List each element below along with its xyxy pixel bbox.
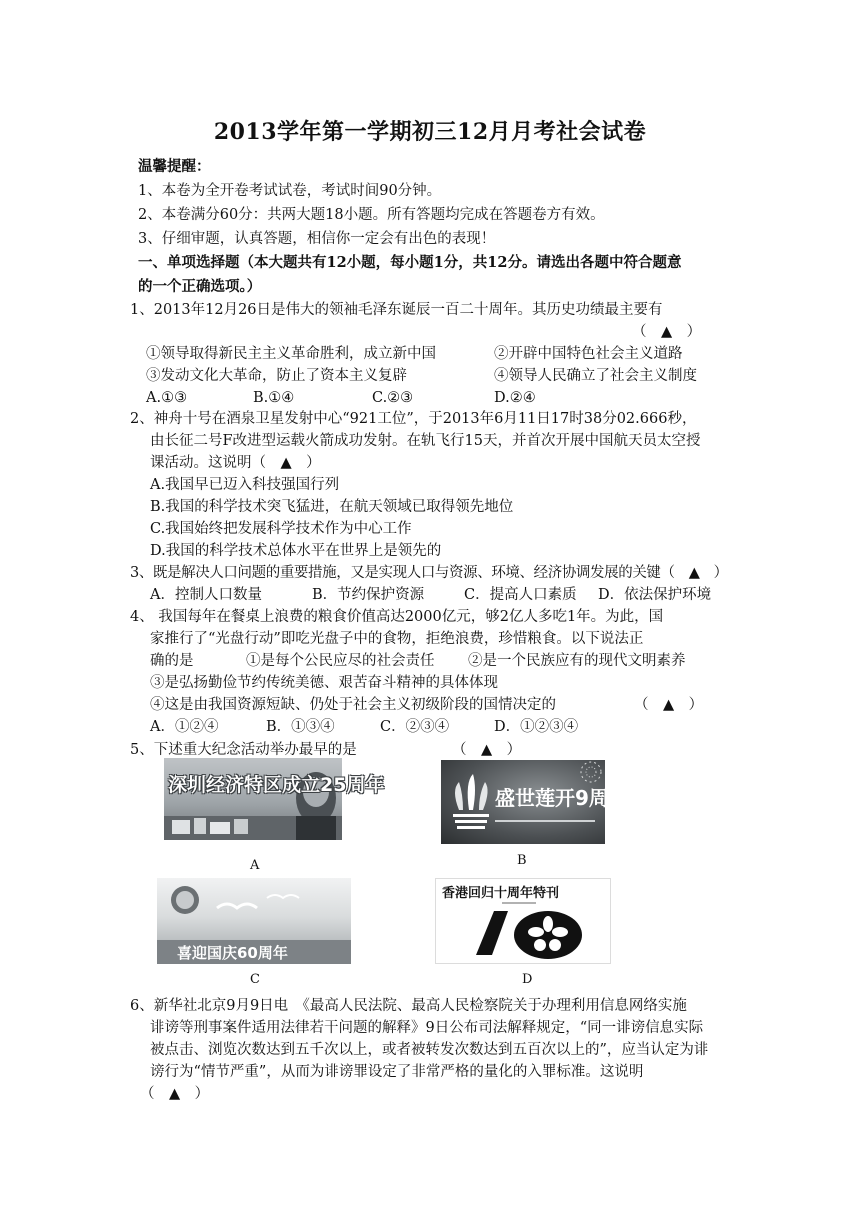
reminder-item: 2、本卷满分60分：共两大题18小题。所有答题均完成在答题卷方有效。 [138, 207, 605, 223]
option-b: B．①③④ [266, 719, 335, 735]
question-1-statement: ①领导取得新民主主义革命胜利，成立新中国 [146, 346, 436, 362]
section-heading: 一、单项选择题（本大题共有12小题，每小题1分，共12分。请选出各题中符合题意 [138, 254, 682, 271]
question-5-stem: 5、下述重大纪念活动举办最早的是 [130, 742, 357, 758]
image-option-b [441, 760, 629, 844]
question-2-stem: 由长征二号F改进型运载火箭成功发射。在轨飞行15天，并首次开展中国航天员太空授 [150, 433, 701, 449]
image-label-b: B [517, 853, 527, 868]
question-4-statement: ③是弘扬勤俭节约传统美德、艰苦奋斗精神的具体体现 [150, 675, 498, 691]
question-3-stem: 3、既是解决人口问题的重要措施，又是实现人口与资源、环境、经济协调发展的关键（ ▲ ） [130, 565, 728, 581]
image-b-caption-text: 盛世莲开9周年 [495, 786, 629, 810]
question-2-stem: 2、神舟十号在酒泉卫星发射中心“921工位”，于2013年6月11日17时38分02.666秒， [130, 411, 697, 427]
answer-blank: （ ▲ ） [140, 1086, 210, 1102]
question-1-statement: ③发动文化大革命，防止了资本主义复辟 [146, 368, 407, 384]
option-a: A.我国早已迈入科技强国行列 [150, 477, 340, 493]
option-a: A.①③ [146, 390, 188, 406]
option-b: B.①④ [253, 390, 295, 406]
option-c: C．②③④ [380, 719, 450, 735]
question-6-stem: 被点击、浏览次数达到五千次以上，或者被转发次数达到五百次以上的”，应当认定为诽 [150, 1042, 709, 1058]
question-1-statement: ②开辟中国特色社会主义道路 [494, 346, 683, 362]
page-title: 2013学年第一学期初三12月月考社会试卷 [213, 119, 647, 145]
option-c: C.②③ [372, 390, 414, 406]
option-a: A．控制人口数量 [150, 587, 262, 603]
option-c: C.我国始终把发展科学技术作为中心工作 [150, 521, 412, 537]
answer-blank: （ ▲ ） [634, 697, 704, 713]
question-1-statement: ④领导人民确立了社会主义制度 [494, 368, 697, 384]
image-label-c: C [250, 972, 260, 987]
option-a: A．①②④ [150, 719, 219, 735]
hk-anniversary-graphic [436, 879, 610, 963]
question-4-statement: ②是一个民族应有的现代文明素养 [468, 653, 686, 669]
reminder-item: 3、仔细审题，认真答题，相信你一定会有出色的表现！ [138, 231, 496, 247]
question-4-stem: 确的是 [150, 653, 194, 669]
question-6-stem: 6、新华社北京9月9日电 《最高人民法院、最高人民检察院关于办理利用信息网络实施 [130, 998, 687, 1014]
image-c-caption-text: 喜迎国庆60周年 [177, 944, 288, 962]
option-b: B．节约保护资源 [312, 587, 425, 603]
image-a-caption-text: 深圳经济特区成立25周年 [168, 774, 385, 796]
answer-blank: （ ▲ ） [632, 324, 702, 340]
option-d: D.我国的科学技术总体水平在世界上是领先的 [150, 543, 442, 559]
option-d: D．依法保护环境 [598, 587, 712, 603]
image-d-caption-text: 香港回归十周年特刊 [442, 886, 560, 901]
section-heading: 的一个正确选项。） [138, 278, 262, 295]
question-6-stem: 谤行为“情节严重”，从而为诽谤罪设定了非常严格的量化的入罪标准。这说明 [150, 1064, 644, 1080]
image-option-d [435, 878, 611, 964]
image-label-a: A [250, 858, 260, 873]
question-1-stem: 1、2013年12月26日是伟大的领袖毛泽东诞辰一百二十周年。其历史功绩最主要有 [130, 302, 663, 318]
question-2-stem: 课活动。这说明（ ▲ ） [150, 455, 321, 471]
answer-blank: （ ▲ ） [452, 742, 522, 758]
question-4-statement: ④这是由我国资源短缺、仍处于社会主义初级阶段的国情决定的 [150, 697, 556, 713]
question-4-stem: 4、 我国每年在餐桌上浪费的粮食价值高达2000亿元，够2亿人多吃1年。为此，国 [130, 609, 664, 625]
question-4-stem: 家推行了“光盘行动”即吃光盘子中的食物，拒绝浪费，珍惜粮食。以下说法正 [150, 631, 644, 647]
option-c: C．提高人口素质 [464, 587, 577, 603]
option-d: D.②④ [494, 390, 536, 406]
image-option-c [157, 878, 351, 964]
image-label-d: D [522, 972, 533, 987]
reminder-item: 1、本卷为全开卷考试试卷，考试时间90分钟。 [138, 183, 442, 199]
reminder-heading: 温馨提醒： [138, 158, 211, 175]
question-4-statement: ①是每个公民应尽的社会责任 [246, 653, 435, 669]
option-d: D．①②③④ [494, 719, 579, 735]
option-b: B.我国的科学技术突飞猛进，在航天领域已取得领先地位 [150, 499, 514, 515]
question-6-stem: 诽谤等刑事案件适用法律若干问题的解释》9日公布司法解释规定，“同一诽谤信息实际 [150, 1020, 704, 1036]
image-option-a [164, 758, 385, 840]
